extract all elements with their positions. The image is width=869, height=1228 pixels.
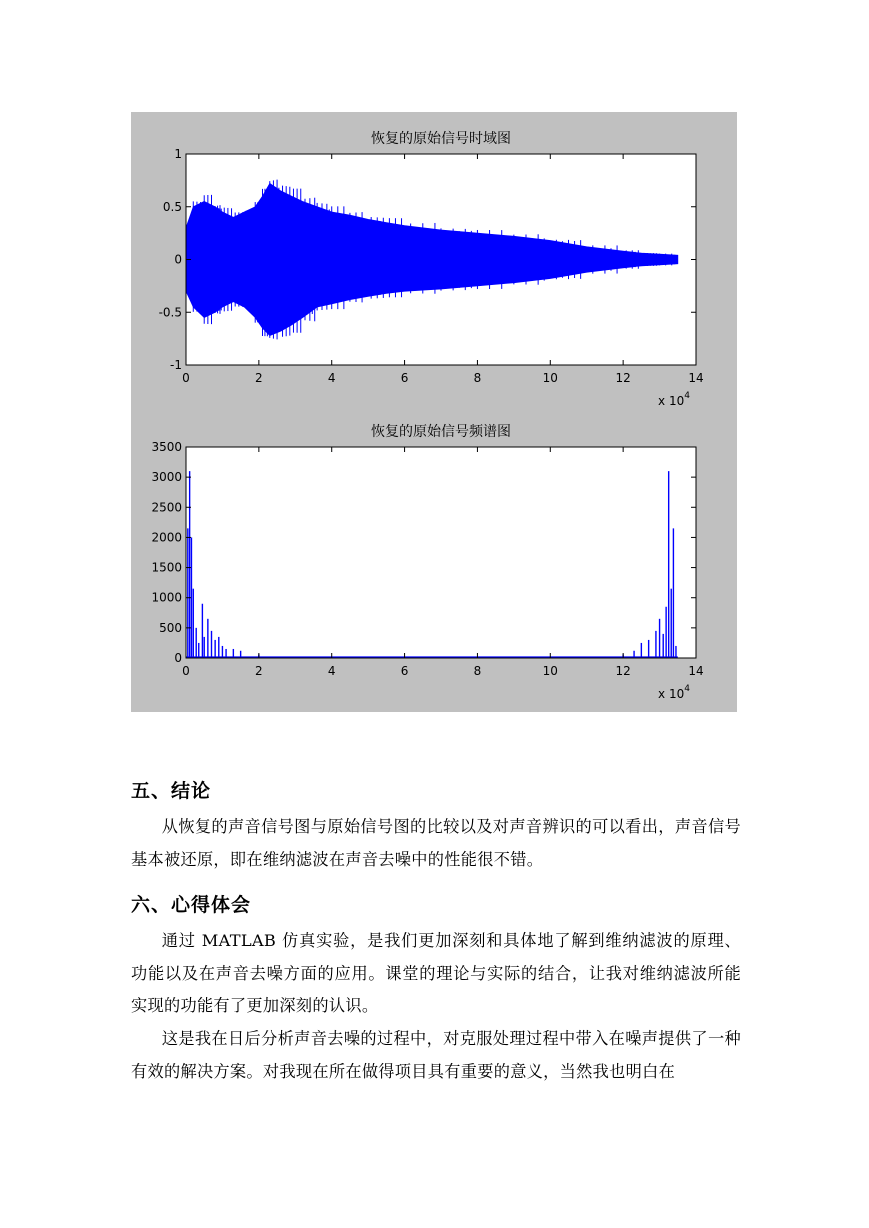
chart-1-x-tick-label: 2 [255,371,263,385]
chart-2-y-tick-label: 1000 [151,590,182,605]
chart-2-y-tick-label: 3500 [151,440,182,454]
chart-1-y-tick-label: 0 [174,252,182,267]
chart-2-plot-area [186,447,696,658]
chart-2-x-tick-label: 10 [542,664,558,678]
chart-2-title: 恢复的原始信号频谱图 [371,424,511,440]
chart-2-x-tick-label: 2 [255,664,263,678]
chart-2-y-tick-label: 0 [174,651,182,665]
chart-2-x-tick-label: 14 [688,664,704,678]
chart-2-y-tick-label: 500 [159,620,182,635]
chart-1-y-tick-label: -0.5 [158,305,182,320]
chart-2-x-tick-label: 6 [400,664,409,678]
chart-2-y-tick-label: 2000 [151,530,182,545]
figure-canvas [131,112,737,712]
chart-2-y-tick-label: 1500 [151,560,182,575]
chart-1-x-tick-label: 8 [473,371,482,385]
chart-2-y-tick-label: 2500 [151,500,182,515]
chart-1-x-tick-label: 14 [688,371,704,385]
conclusion-paragraph: 从恢复的声音信号图与原始信号图的比较以及对声音辨识的可以看出，声音信号基本被还原，即在维纳滤波在声音去噪中的性能很不错。 [131,817,741,869]
chart-2-y-tick-label: 3000 [151,470,182,485]
chart-2-x-tick-label: 0 [182,664,190,678]
chart-1-title: 恢复的原始信号时域图 [371,131,511,147]
section-heading-reflection: 六、心得体会 [131,894,252,916]
chart-2-x-multiplier: x $10^4$ [658,684,690,701]
matlab-figure [131,112,737,712]
chart-1-x-multiplier: x $10^4$ [658,391,690,408]
chart-1-x-tick-label: 4 [327,371,336,385]
chart-1-y-tick-label: -1 [170,358,182,372]
chart-1-y-tick-label: 1 [174,147,182,161]
chart-2-x-tick-label: 4 [327,664,336,678]
chart-1-x-tick-label: 6 [400,371,409,385]
chart-1-x-tick-label: 10 [542,371,558,385]
chart-2-x-tick-label: 8 [473,664,482,678]
chart-1-y-tick-label: 0.5 [162,199,182,214]
reflection-paragraph-1: 通过 MATLAB 仿真实验，是我们更加深刻和具体地了解到维纳滤波的原理、功能以及在声音去噪方面的应用。课堂的理论与实际的结合，让我对维纳滤波所能实现的功能有了更加深刻的认识。 [131,931,741,1015]
reflection-paragraph-2: 这是我在日后分析声音去噪的过程中，对克服处理过程中带入在噪声提供了一种有效的解决方案。对我现在所在做得项目具有重要的意义，当然我也明白在 [131,1029,741,1081]
chart-1-x-tick-label: 12 [615,371,631,385]
chart-1-x-tick-label: 0 [182,371,190,385]
section-heading-conclusion: 五、结论 [131,780,212,802]
chart-2-x-tick-label: 12 [615,664,631,678]
